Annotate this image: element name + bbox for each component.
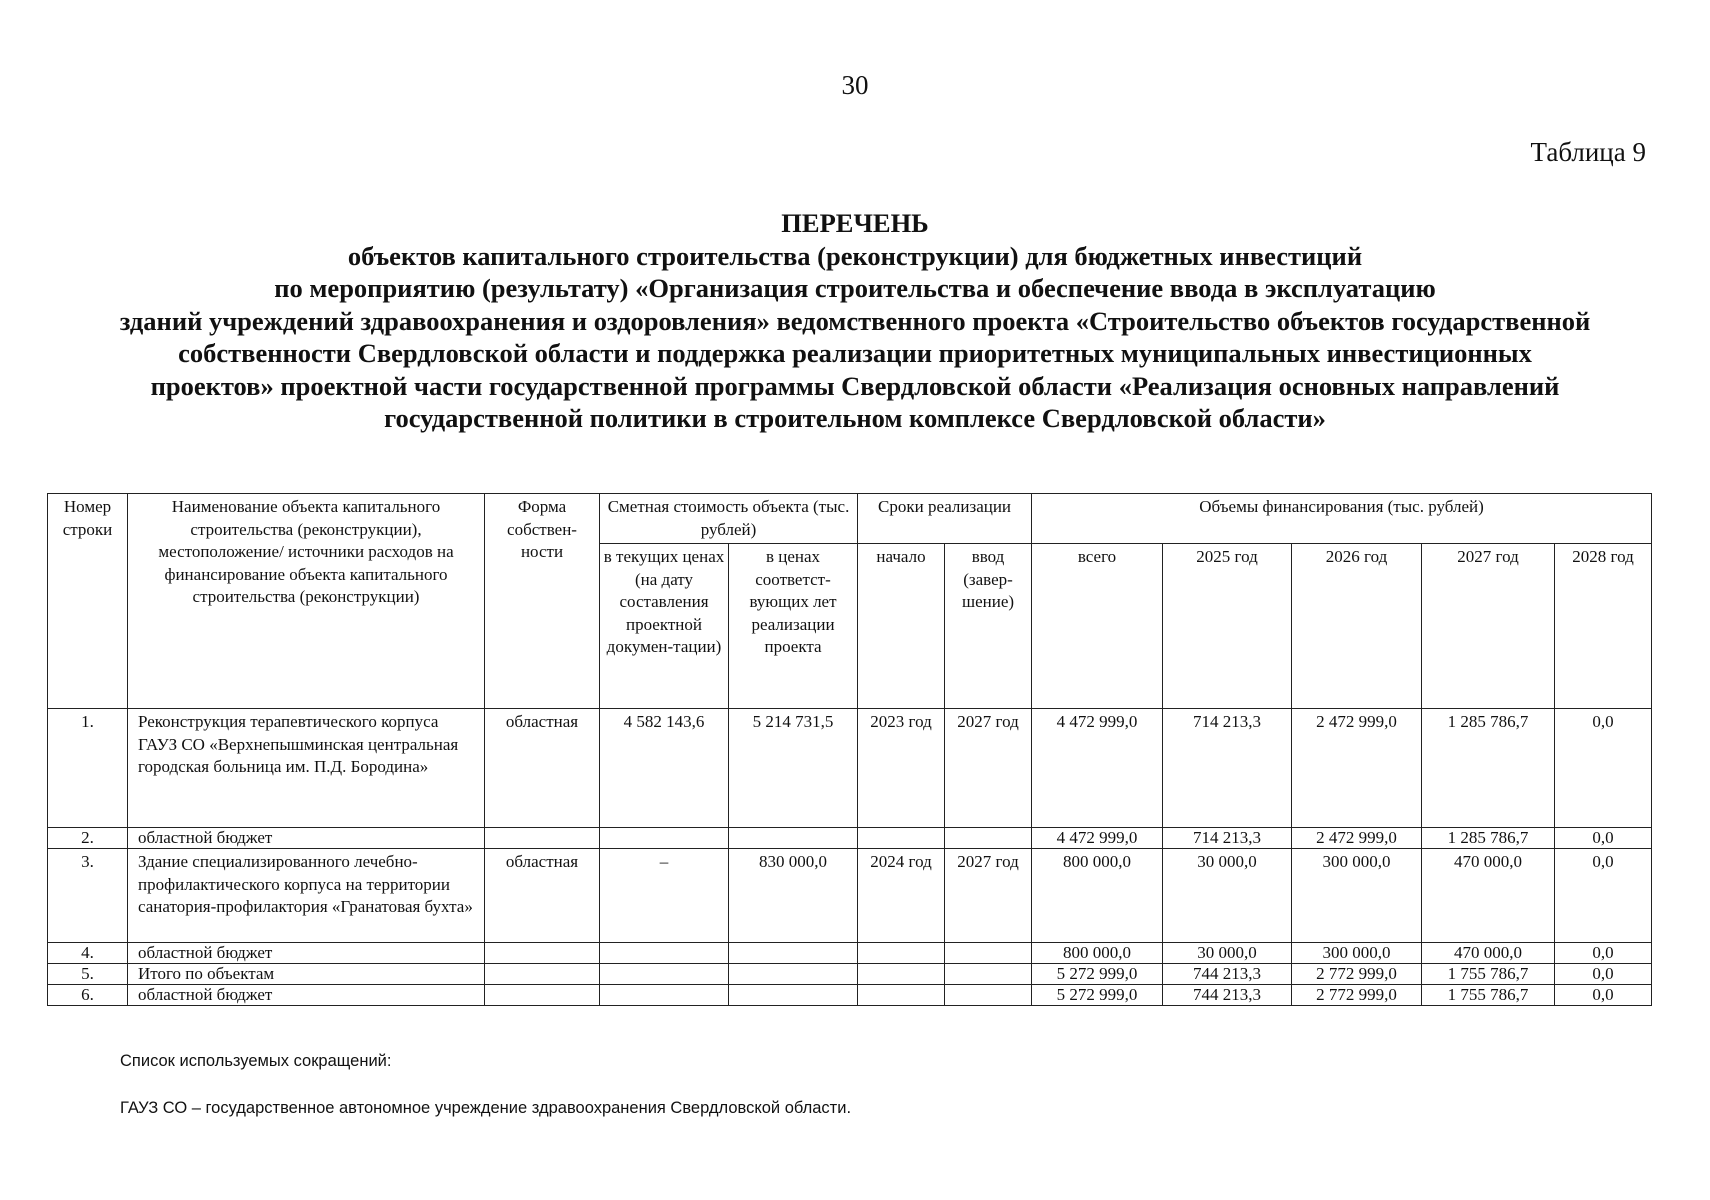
header-2026: 2026 год xyxy=(1292,544,1422,709)
cell-2026: 2 472 999,0 xyxy=(1292,709,1422,828)
cell-2028: 0,0 xyxy=(1555,943,1652,964)
cell-2028: 0,0 xyxy=(1555,985,1652,1006)
cell-start xyxy=(858,964,945,985)
cell-cost-years xyxy=(729,964,858,985)
document-heading xyxy=(40,207,1670,435)
capital-construction-table xyxy=(47,493,1652,1006)
header-ownership: Форма собствен-ности xyxy=(485,494,600,709)
cell-2026: 2 772 999,0 xyxy=(1292,985,1422,1006)
cell-ownership: областная xyxy=(485,849,600,943)
header-2027: 2027 год xyxy=(1422,544,1555,709)
heading-line: собственности Свердловской области и поддержка реализации приоритетных муниципальных инвестиционных xyxy=(178,338,1532,368)
cell-object-name: Итого по объектам xyxy=(128,964,485,985)
cell-2026: 2 772 999,0 xyxy=(1292,964,1422,985)
header-start: начало xyxy=(858,544,945,709)
cell-start: 2023 год xyxy=(858,709,945,828)
cell-cost-years xyxy=(729,828,858,849)
header-cost-group: Сметная стоимость объекта (тыс. рублей) xyxy=(600,494,858,544)
cell-row-number: 6. xyxy=(48,985,128,1006)
table-row xyxy=(48,828,1652,849)
cell-2025: 30 000,0 xyxy=(1163,849,1292,943)
cell-cost-current xyxy=(600,964,729,985)
abbreviations-title: Список используемых сокращений: xyxy=(120,1052,392,1070)
cell-cost-years xyxy=(729,943,858,964)
table-header-row xyxy=(48,494,1652,544)
cell-ownership: областная xyxy=(485,709,600,828)
cell-total: 5 272 999,0 xyxy=(1032,964,1163,985)
cell-cost-current xyxy=(600,943,729,964)
header-total: всего xyxy=(1032,544,1163,709)
cell-2025: 744 213,3 xyxy=(1163,985,1292,1006)
table-label: Таблица 9 xyxy=(1530,137,1646,167)
cell-2027: 470 000,0 xyxy=(1422,943,1555,964)
cell-object-name: Реконструкция терапевтического корпуса ГАУЗ СО «Верхнепышминская центральная городская больница им. П.Д. Бородина» xyxy=(128,709,485,828)
heading-line: проектов» проектной части государственной программы Свердловской области «Реализация основных направлений xyxy=(150,370,1560,401)
header-cost-years: в ценах соответст-вующих лет реализации проекта xyxy=(729,544,858,709)
header-2028: 2028 год xyxy=(1555,544,1652,709)
cell-cost-current xyxy=(600,985,729,1006)
table-row xyxy=(48,943,1652,964)
cell-row-number: 1. xyxy=(48,709,128,828)
cell-end xyxy=(945,943,1032,964)
abbreviation-item: ГАУЗ СО – государственное автономное учреждение здравоохранения Свердловской области. xyxy=(120,1099,852,1117)
table-row xyxy=(48,964,1652,985)
cell-2025: 744 213,3 xyxy=(1163,964,1292,985)
table-row xyxy=(48,985,1652,1006)
cell-row-number: 5. xyxy=(48,964,128,985)
cell-row-number: 4. xyxy=(48,943,128,964)
cell-2028: 0,0 xyxy=(1555,828,1652,849)
cell-2027: 1 755 786,7 xyxy=(1422,964,1555,985)
cell-cost-years xyxy=(729,985,858,1006)
cell-2028: 0,0 xyxy=(1555,709,1652,828)
cell-row-number: 2. xyxy=(48,828,128,849)
cell-end xyxy=(945,828,1032,849)
heading-line: ПЕРЕЧЕНЬ xyxy=(781,208,929,238)
cell-start xyxy=(858,985,945,1006)
header-name: Наименование объекта капитального строительства (реконструкции), местоположение/ источники расходов на финансирование объекта капитального строительства (реконструкции) xyxy=(128,494,485,709)
cell-start xyxy=(858,943,945,964)
cell-2027: 1 285 786,7 xyxy=(1422,709,1555,828)
cell-total: 800 000,0 xyxy=(1032,943,1163,964)
cell-2026: 300 000,0 xyxy=(1292,849,1422,943)
cell-2027: 470 000,0 xyxy=(1422,849,1555,943)
cell-cost-current xyxy=(600,828,729,849)
cell-end: 2027 год xyxy=(945,849,1032,943)
cell-ownership xyxy=(485,943,600,964)
heading-line: по мероприятию (результату) «Организация строительства и обеспечение ввода в эксплуатацию xyxy=(274,273,1436,303)
cell-end: 2027 год xyxy=(945,709,1032,828)
cell-object-name: областной бюджет xyxy=(128,943,485,964)
cell-2026: 300 000,0 xyxy=(1292,943,1422,964)
cell-cost-years: 5 214 731,5 xyxy=(729,709,858,828)
header-row-number: Номер строки xyxy=(48,494,128,709)
header-terms-group: Сроки реализации xyxy=(858,494,1032,544)
cell-total: 5 272 999,0 xyxy=(1032,985,1163,1006)
cell-2026: 2 472 999,0 xyxy=(1292,828,1422,849)
cell-ownership xyxy=(485,828,600,849)
cell-2028: 0,0 xyxy=(1555,849,1652,943)
cell-object-name: областной бюджет xyxy=(128,985,485,1006)
header-funding-group: Объемы финансирования (тыс. рублей) xyxy=(1032,494,1652,544)
cell-2028: 0,0 xyxy=(1555,964,1652,985)
cell-cost-years: 830 000,0 xyxy=(729,849,858,943)
cell-2027: 1 285 786,7 xyxy=(1422,828,1555,849)
cell-cost-current: 4 582 143,6 xyxy=(600,709,729,828)
cell-object-name: областной бюджет xyxy=(128,828,485,849)
header-end: ввод (завер-шение) xyxy=(945,544,1032,709)
cell-2025: 714 213,3 xyxy=(1163,709,1292,828)
cell-total: 4 472 999,0 xyxy=(1032,709,1163,828)
cell-object-name: Здание специализированного лечебно-профилактического корпуса на территории санатория-профилактория «Гранатовая бухта» xyxy=(128,849,485,943)
page-number: 30 xyxy=(841,70,869,100)
heading-line: государственной политики в строительном комплексе Свердловской области» xyxy=(384,403,1326,433)
cell-cost-current: – xyxy=(600,849,729,943)
cell-end xyxy=(945,964,1032,985)
cell-row-number: 3. xyxy=(48,849,128,943)
header-2025: 2025 год xyxy=(1163,544,1292,709)
cell-total: 4 472 999,0 xyxy=(1032,828,1163,849)
heading-line: зданий учреждений здравоохранения и оздоровления» ведомственного проекта «Строительство объектов государственной xyxy=(119,305,1591,336)
cell-ownership xyxy=(485,964,600,985)
cell-2025: 714 213,3 xyxy=(1163,828,1292,849)
table-row xyxy=(48,849,1652,943)
cell-2025: 30 000,0 xyxy=(1163,943,1292,964)
table-row xyxy=(48,709,1652,828)
cell-start: 2024 год xyxy=(858,849,945,943)
cell-end xyxy=(945,985,1032,1006)
cell-2027: 1 755 786,7 xyxy=(1422,985,1555,1006)
cell-start xyxy=(858,828,945,849)
heading-line: объектов капитального строительства (реконструкции) для бюджетных инвестиций xyxy=(347,240,1363,271)
cell-total: 800 000,0 xyxy=(1032,849,1163,943)
header-cost-current: в текущих ценах (на дату составления проектной докумен-тации) xyxy=(600,544,729,709)
cell-ownership xyxy=(485,985,600,1006)
